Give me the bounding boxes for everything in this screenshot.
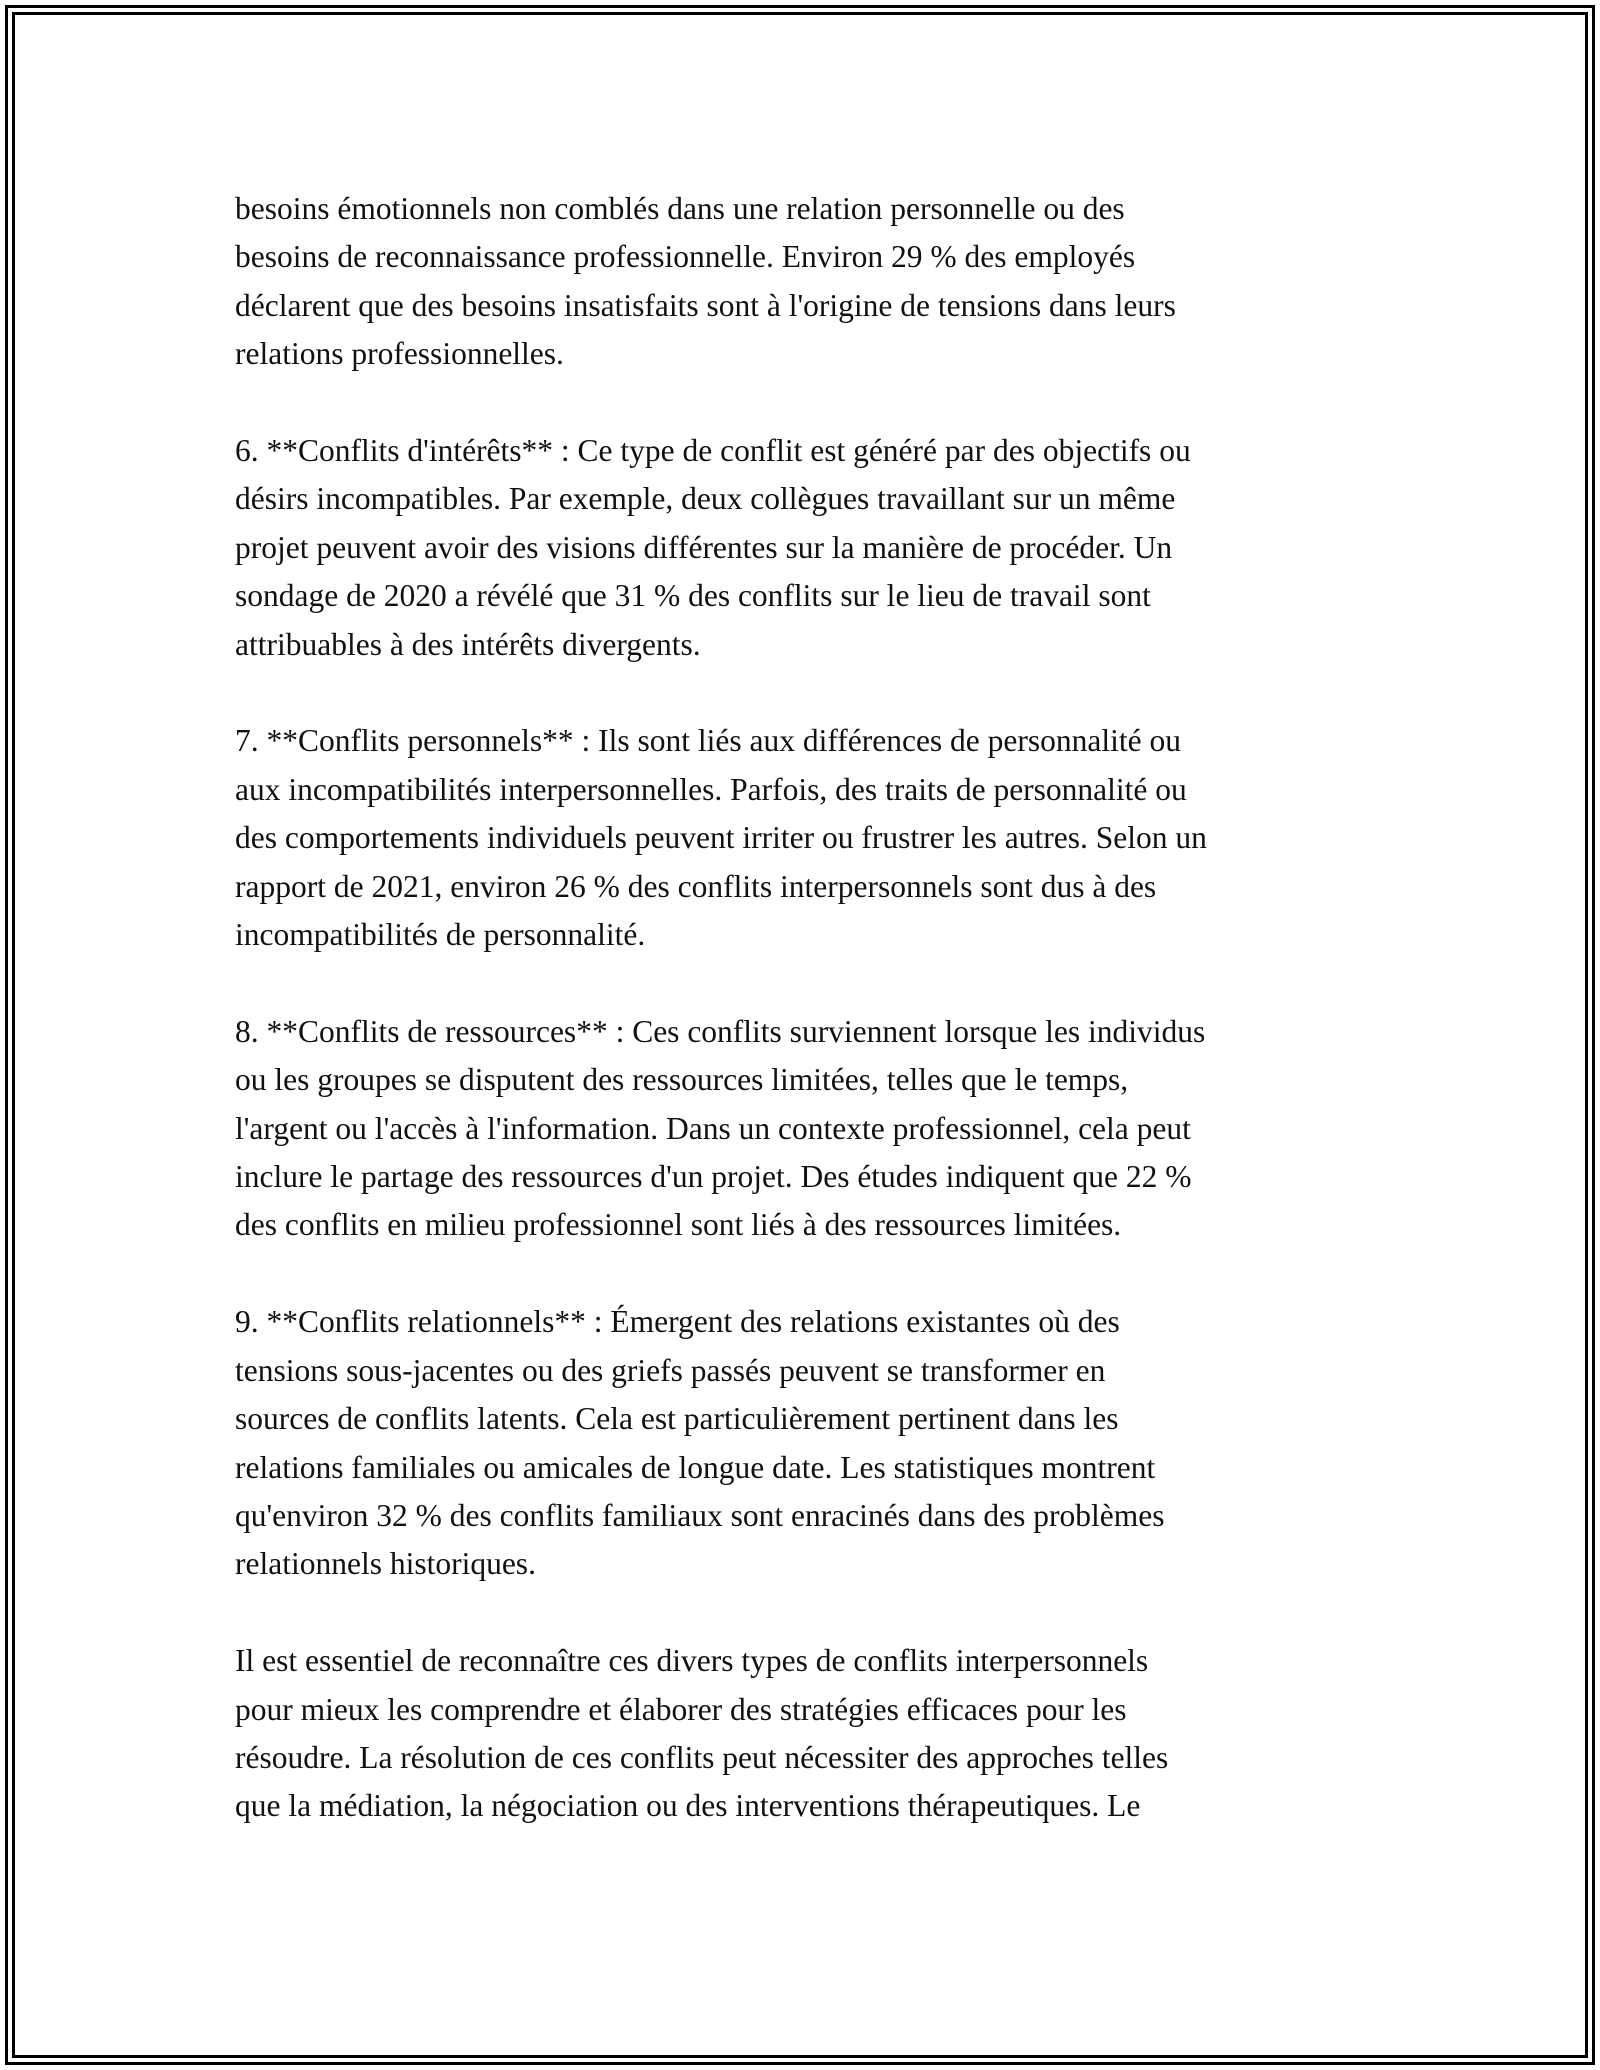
paragraph-resource-conflicts: 8. **Conflits de ressources** : Ces conflits surviennent lorsque les individus ou les groupes se disputent des ressources limitées, telles que le temps, l'argent ou l'accès à l'information. Dans un contexte professionnel, cela peut inclure le partage des ressources d'un projet. Des études indiquent que 22 % des conflits en milieu professionnel sont liés à des ressources limitées. <box>235 1013 1206 1243</box>
paragraph-personal-conflicts: 7. **Conflits personnels** : Ils sont liés aux différences de personnalité ou aux incompatibilités interpersonnelles. Parfois, des traits de personnalité ou des comportements individuels peuvent irriter ou frustrer les autres. Selon un rapport de 2021, environ 26 % des conflits interpersonnels sont dus à des incompatibilités de personnalité. <box>235 723 1207 953</box>
paragraph-needs-conflicts-end: besoins émotionnels non comblés dans une relation personnelle ou des besoins de reconnaissance professionnelle. Environ 29 % des employés déclarent que des besoins insatisfaits sont à l'origine de tensions dans leurs relations professionnelles. <box>235 191 1176 372</box>
paragraph-relational-conflicts: 9. **Conflits relationnels** : Émergent des relations existantes où des tensions sous-jacentes ou des griefs passés peuvent se transformer en sources de conflits latents. Cela est particulièrement pertinent dans les relations familiales ou amicales de longue date. Les statistiques montrent qu'environ 32 % des conflits familiaux sont enracinés dans des problèmes relationnels historiques. <box>235 1304 1165 1582</box>
paragraph-conclusion: Il est essentiel de reconnaître ces divers types de conflits interpersonnels pour mieux les comprendre et élaborer des stratégies efficaces pour les résoudre. La résolution de ces conflits peut nécessiter des approches telles que la médiation, la négociation ou des interventions thérapeutiques. Le <box>235 1643 1169 1824</box>
paragraph-interest-conflicts: 6. **Conflits d'intérêts** : Ce type de conflit est généré par des objectifs ou désirs incompatibles. Par exemple, deux collègues travaillant sur un même projet peuvent avoir des visions différentes sur la manière de procéder. Un sondage de 2020 a révélé que 31 % des conflits sur le lieu de travail sont attribuables à des intérêts divergents. <box>235 433 1191 662</box>
document-body <box>235 185 1395 1879</box>
